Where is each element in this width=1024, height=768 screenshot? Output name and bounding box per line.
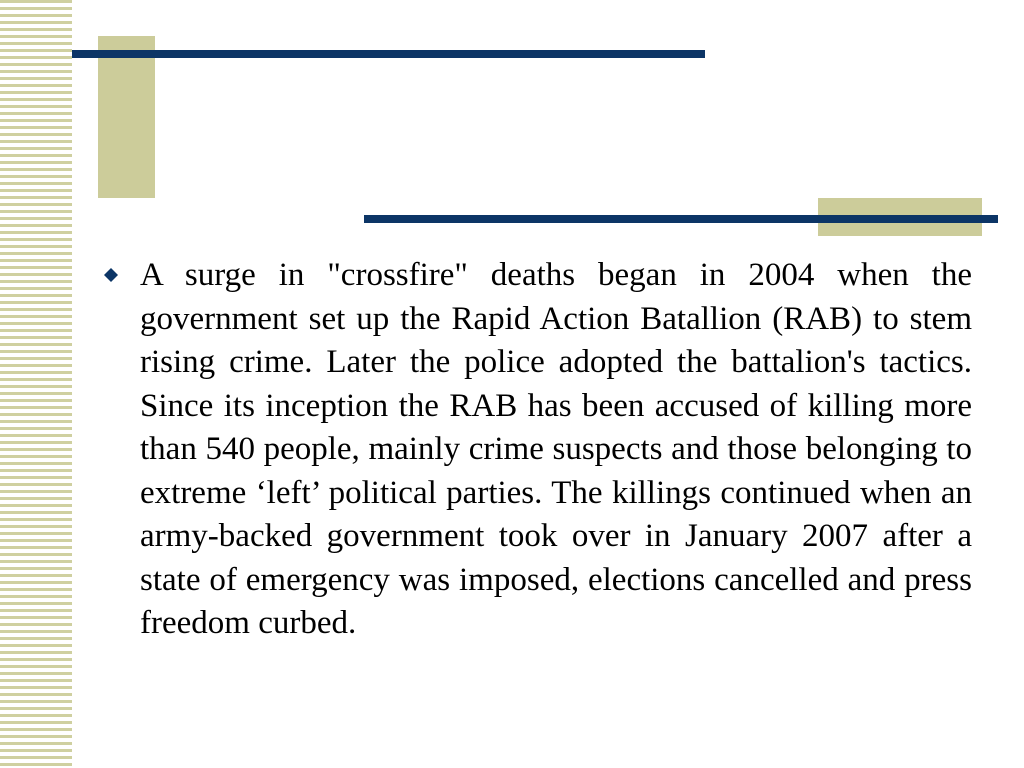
decorative-line-middle <box>364 215 998 223</box>
bullet-text: A surge in "crossfire" deaths began in 2004 when the government set up the Rapid Action Batallion (RAB) to stem rising crime. Later the police adopted the battalion's tactics. Since its inception the RAB has been accused of killing more than 540 people, mainly crime suspects and those belonging to extreme ‘left’ political parties. The killings continued when an army-backed government took over in January 2007 after a state of emergency was imposed, elections cancelled and press freedom curbed. <box>140 257 972 641</box>
decorative-line-top <box>72 50 705 58</box>
decorative-tan-block-top <box>98 36 155 198</box>
bullet-item <box>104 254 972 646</box>
decorative-stripes <box>0 0 72 768</box>
diamond-bullet-icon <box>104 254 140 282</box>
